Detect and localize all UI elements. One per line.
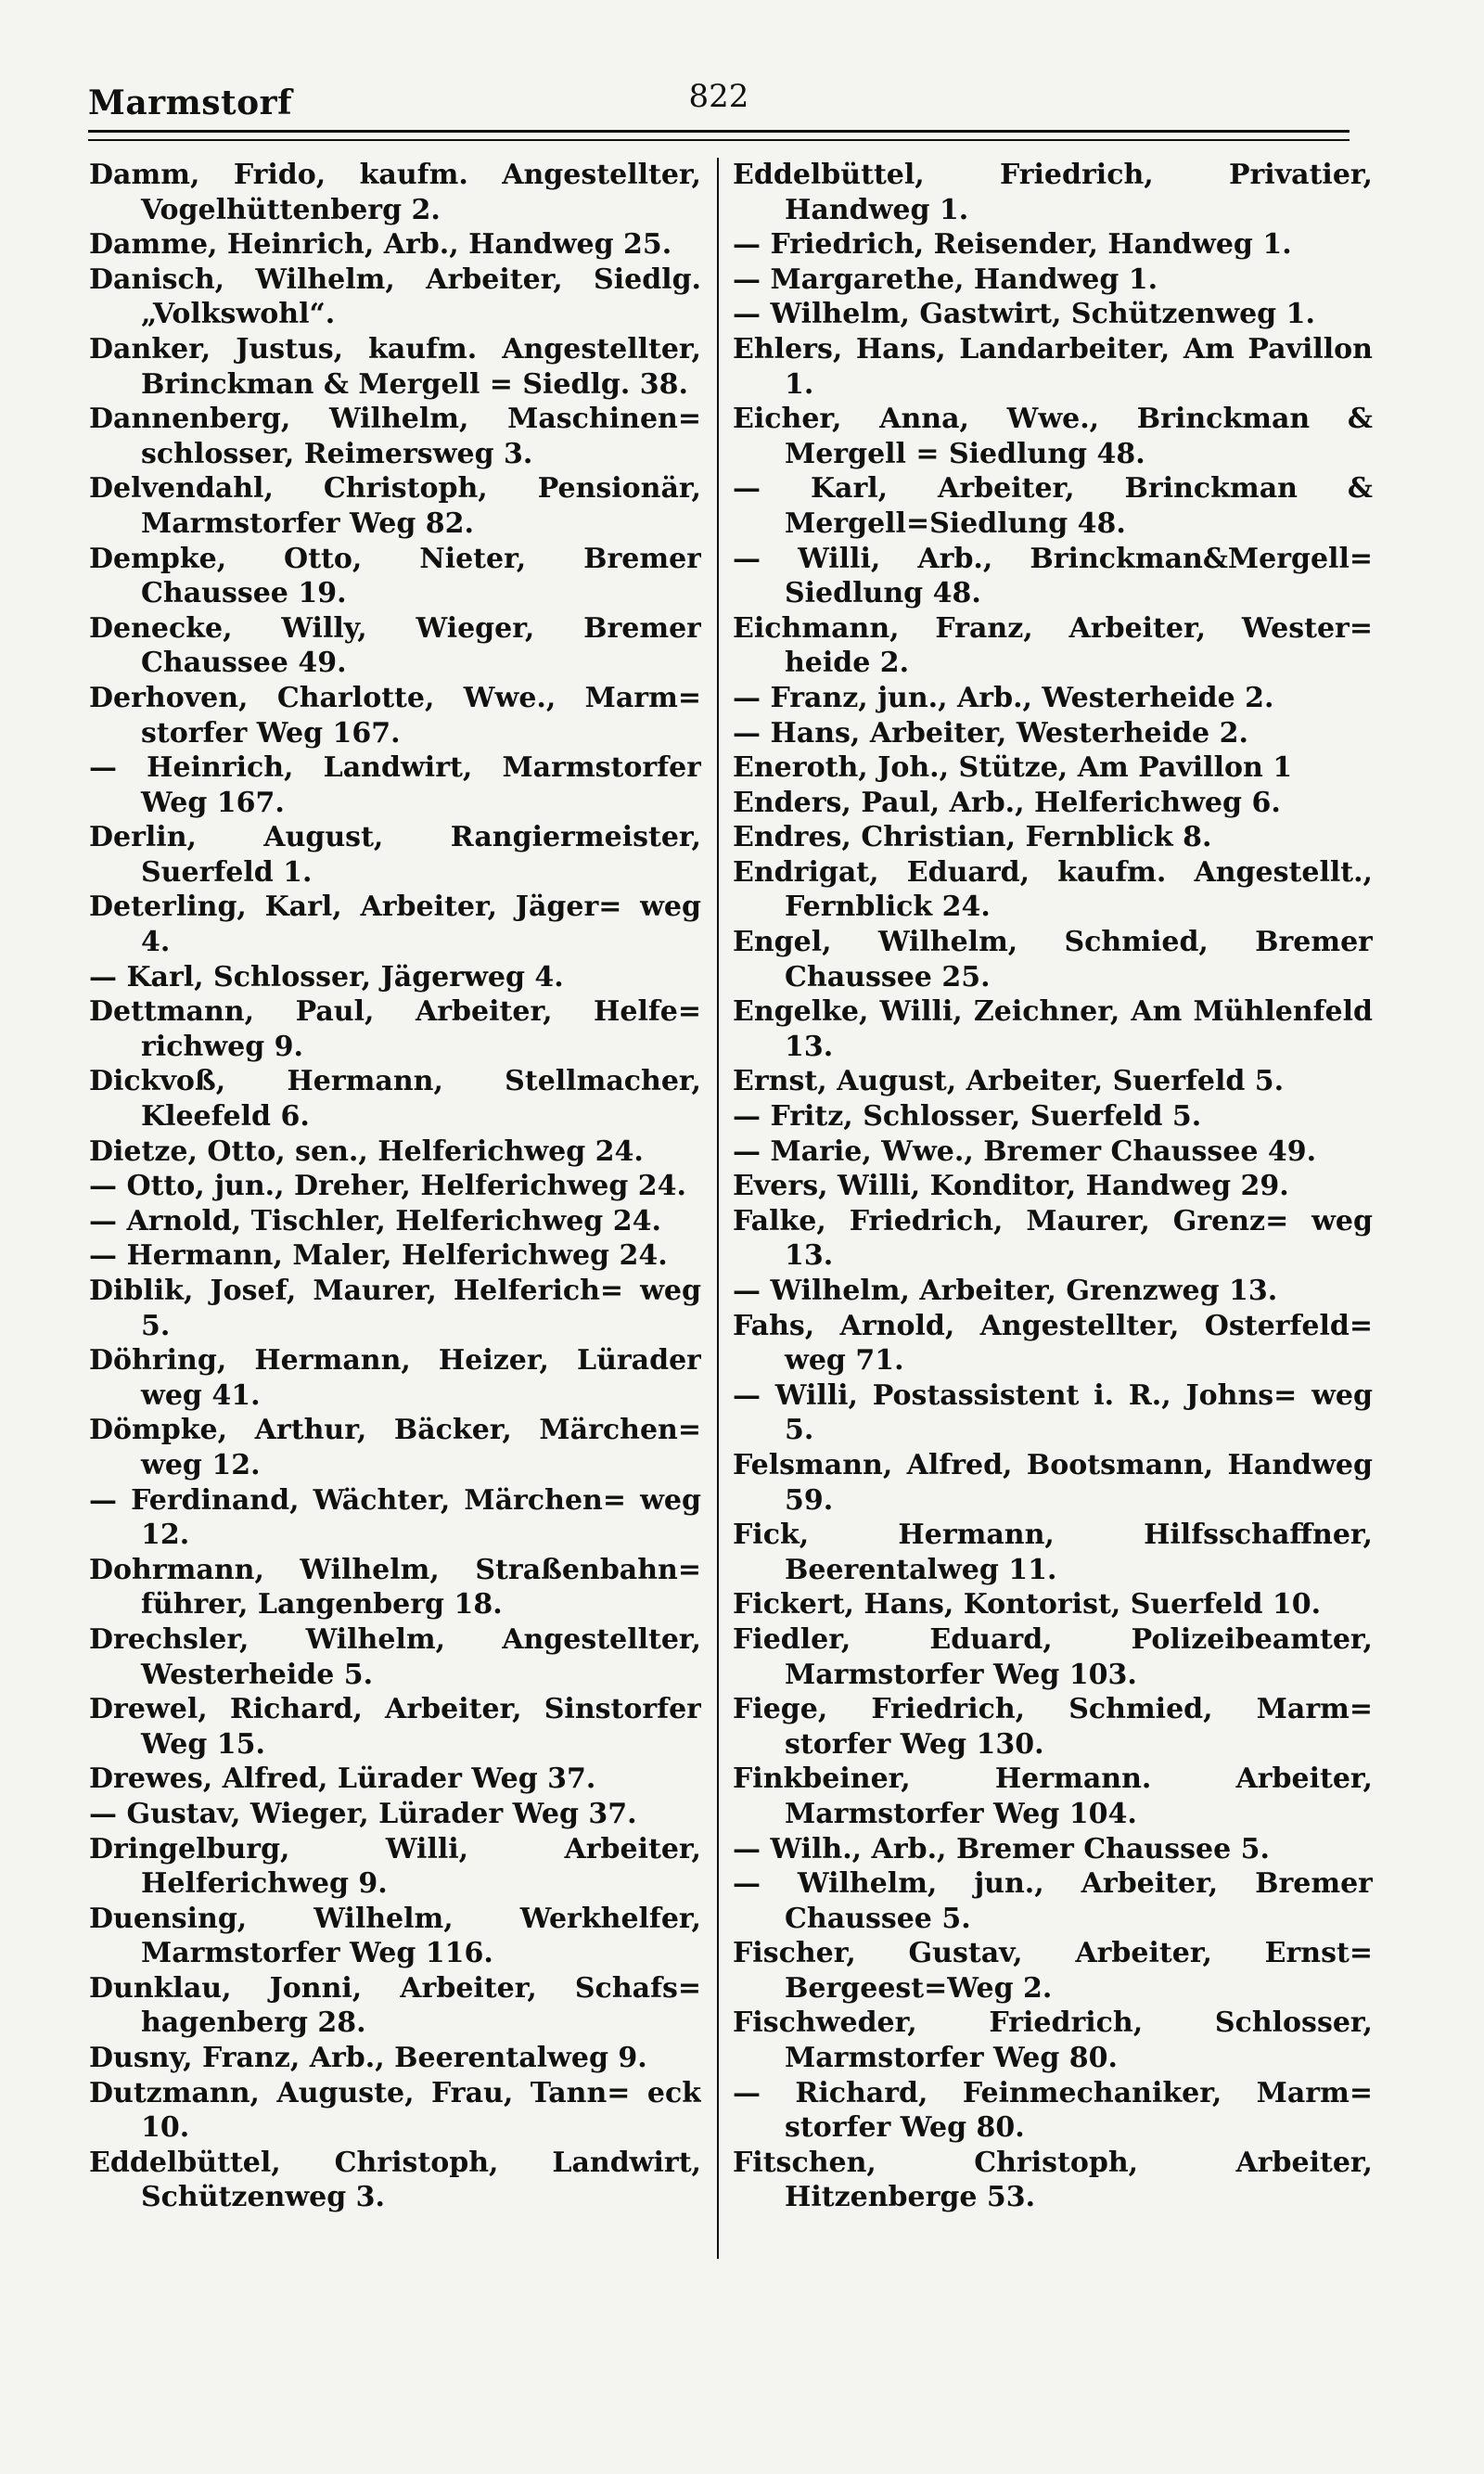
page-header (88, 65, 1350, 130)
directory-entry: — Willi, Postassistent i. R., Johns= weg 5. (733, 1378, 1373, 1447)
directory-entry: — Gustav, Wieger, Lürader Weg 37. (89, 1797, 637, 1830)
directory-entry: — Willi, Arb., Brinckman&Mergell= Siedlung 48. (733, 542, 1373, 610)
directory-entry: Dutzmann, Auguste, Frau, Tann= eck 10. (89, 2076, 701, 2145)
directory-entry: Derhoven, Charlotte, Wwe., Marm= storfer Weg 167. (89, 681, 701, 750)
directory-entry: Diblik, Josef, Maurer, Helferich= weg 5. (89, 1275, 701, 1342)
directory-entry: Ehlers, Hans, Landarbeiter, Am Pavillon 1. (733, 332, 1373, 401)
directory-entry: Fahs, Arnold, Angestellter, Osterfeld= weg 71. (733, 1309, 1373, 1378)
directory-entry: — Karl, Schlosser, Jägerweg 4. (89, 960, 564, 993)
directory-entry: — Hermann, Maler, Helferichweg 24. (89, 1239, 668, 1273)
directory-entry: Damme, Heinrich, Arb., Handweg 25. (89, 228, 672, 262)
directory-entry: — Richard, Feinmechaniker, Marm= storfer Weg 80. (733, 2076, 1373, 2145)
directory-entry: Engel, Wilhelm, Schmied, Bremer Chaussee 25. (733, 926, 1373, 993)
directory-entry: Deterling, Karl, Arbeiter, Jäger= weg 4. (89, 891, 701, 959)
directory-entry: Dickvoß, Hermann, Stellmacher, Kleefeld 6. (89, 1065, 701, 1134)
directory-entry: — Wilh., Arb., Bremer Chaussee 5. (733, 1832, 1270, 1865)
directory-entry: Fischer, Gustav, Arbeiter, Ernst= Bergeest=Weg 2. (733, 1937, 1373, 2005)
directory-entry: Fickert, Hans, Kontorist, Suerfeld 10. (733, 1588, 1322, 1622)
directory-entry: — Heinrich, Landwirt, Marmstorfer Weg 167. (89, 751, 701, 819)
directory-entry: Eddelbüttel, Christoph, Landwirt, Schützenweg 3. (89, 2146, 701, 2214)
directory-entry: — Wilhelm, jun., Arbeiter, Bremer Chaussee 5. (733, 1867, 1373, 1935)
directory-entry: — Hans, Arbeiter, Westerheide 2. (733, 716, 1248, 750)
directory-entry: — Fritz, Schlosser, Suerfeld 5. (733, 1100, 1202, 1134)
directory-entry: Döhring, Hermann, Heizer, Lürader weg 41. (89, 1344, 701, 1412)
directory-entry: Felsmann, Alfred, Bootsmann, Handweg 59. (733, 1448, 1373, 1517)
directory-entry: Dietze, Otto, sen., Helferichweg 24. (89, 1134, 644, 1168)
directory-entry: Eicher, Anna, Wwe., Brinckman & Mergell = Siedlung 48. (733, 403, 1373, 470)
directory-entry: Finkbeiner, Hermann. Arbeiter, Marmstorfer Weg 104. (733, 1763, 1373, 1830)
header-rule-thick (88, 130, 1350, 133)
directory-entry: Dömpke, Arthur, Bäcker, Märchen= weg 12. (89, 1414, 701, 1481)
directory-entry: Drechsler, Wilhelm, Angestellter, Westerheide 5. (89, 1622, 701, 1691)
directory-entry: Eichmann, Franz, Arbeiter, Wester= heide 2. (733, 611, 1373, 680)
directory-entry: Fiege, Friedrich, Schmied, Marm= storfer Weg 130. (733, 1693, 1373, 1761)
directory-entry: Drewes, Alfred, Lürader Weg 37. (89, 1763, 596, 1796)
directory-entry: Endres, Christian, Fernblick 8. (733, 821, 1212, 854)
directory-entry: Engelke, Willi, Zeichner, Am Mühlenfeld 13. (733, 995, 1373, 1063)
directory-entry: Dettmann, Paul, Arbeiter, Helfe= richweg 9. (89, 995, 701, 1063)
directory-entry: Ernst, August, Arbeiter, Suerfeld 5. (733, 1065, 1285, 1098)
directory-entry: Delvendahl, Christoph, Pensionär, Marmstorfer Weg 82. (89, 472, 701, 540)
right-column (733, 158, 1373, 2284)
directory-entry: Enders, Paul, Arb., Helferichweg 6. (733, 786, 1281, 819)
directory-entry: Dunklau, Jonni, Arbeiter, Schafs= hagenberg 28. (89, 1971, 701, 2040)
directory-entry: — Friedrich, Reisender, Handweg 1. (733, 228, 1292, 262)
directory-entry: Fick, Hermann, Hilfsschaffner, Beerentalweg 11. (733, 1519, 1373, 1586)
page-number: 822 (688, 78, 749, 115)
directory-entry: Evers, Willi, Konditor, Handweg 29. (733, 1170, 1289, 1203)
header-rule-thin (88, 139, 1350, 141)
directory-entry: Eneroth, Joh., Stütze, Am Pavillon 1 (733, 751, 1293, 785)
directory-entry: Endrigat, Eduard, kaufm. Angestellt., Fernblick 24. (733, 855, 1373, 924)
directory-entry: Dohrmann, Wilhelm, Straßenbahn= führer, Langenberg 18. (89, 1553, 701, 1622)
directory-entry: — Arnold, Tischler, Helferichweg 24. (89, 1204, 661, 1237)
directory-entry: Fischweder, Friedrich, Schlosser, Marmstorfer Weg 80. (733, 2006, 1373, 2075)
directory-entry: — Franz, jun., Arb., Westerheide 2. (733, 681, 1274, 714)
directory-entry: Denecke, Willy, Wieger, Bremer Chaussee 49. (89, 611, 701, 680)
directory-entry: Dannenberg, Wilhelm, Maschinen= schlosser, Reimersweg 3. (89, 403, 701, 470)
directory-entry: Drewel, Richard, Arbeiter, Sinstorfer Weg 15. (89, 1693, 701, 1761)
directory-entry: Danker, Justus, kaufm. Angestellter, Brinckman & Mergell = Siedlg. 38. (89, 332, 701, 401)
directory-entry: Dusny, Franz, Arb., Beerentalweg 9. (89, 2042, 647, 2075)
directory-entry: Danisch, Wilhelm, Arbeiter, Siedlg. „Volkswohl“. (89, 263, 701, 331)
directory-entry: — Wilhelm, Arbeiter, Grenzweg 13. (733, 1275, 1278, 1307)
directory-entry: Derlin, August, Rangiermeister, Suerfeld 1. (89, 821, 701, 889)
directory-entry: Duensing, Wilhelm, Werkhelfer, Marmstorfer Weg 116. (89, 1902, 701, 1970)
column-divider (717, 158, 719, 2259)
directory-entry: Fiedler, Eduard, Polizeibeamter, Marmstorfer Weg 103. (733, 1622, 1373, 1691)
directory-entry: — Marie, Wwe., Bremer Chaussee 49. (733, 1134, 1317, 1168)
directory-entry: Eddelbüttel, Friedrich, Privatier, Handweg 1. (733, 159, 1373, 226)
directory-entry: — Ferdinand, Wächter, Märchen= weg 12. (89, 1483, 701, 1552)
directory-entry: — Otto, jun., Dreher, Helferichweg 24. (89, 1170, 686, 1203)
running-head: Marmstorf (88, 83, 293, 122)
directory-entry: Damm, Frido, kaufm. Angestellter, Vogelhüttenberg 2. (89, 159, 701, 226)
directory-entry: Falke, Friedrich, Maurer, Grenz= weg 13. (733, 1204, 1373, 1273)
directory-entry: Dringelburg, Willi, Arbeiter, Helferichweg 9. (89, 1832, 701, 1901)
directory-entry: — Karl, Arbeiter, Brinckman & Mergell=Siedlung 48. (733, 472, 1373, 540)
directory-entry: Fitschen, Christoph, Arbeiter, Hitzenberge 53. (733, 2146, 1373, 2214)
left-column (89, 158, 701, 2284)
directory-entry: — Margarethe, Handweg 1. (733, 263, 1158, 296)
directory-entry: — Wilhelm, Gastwirt, Schützenweg 1. (733, 298, 1315, 331)
directory-entry: Dempke, Otto, Nieter, Bremer Chaussee 19. (89, 542, 701, 610)
